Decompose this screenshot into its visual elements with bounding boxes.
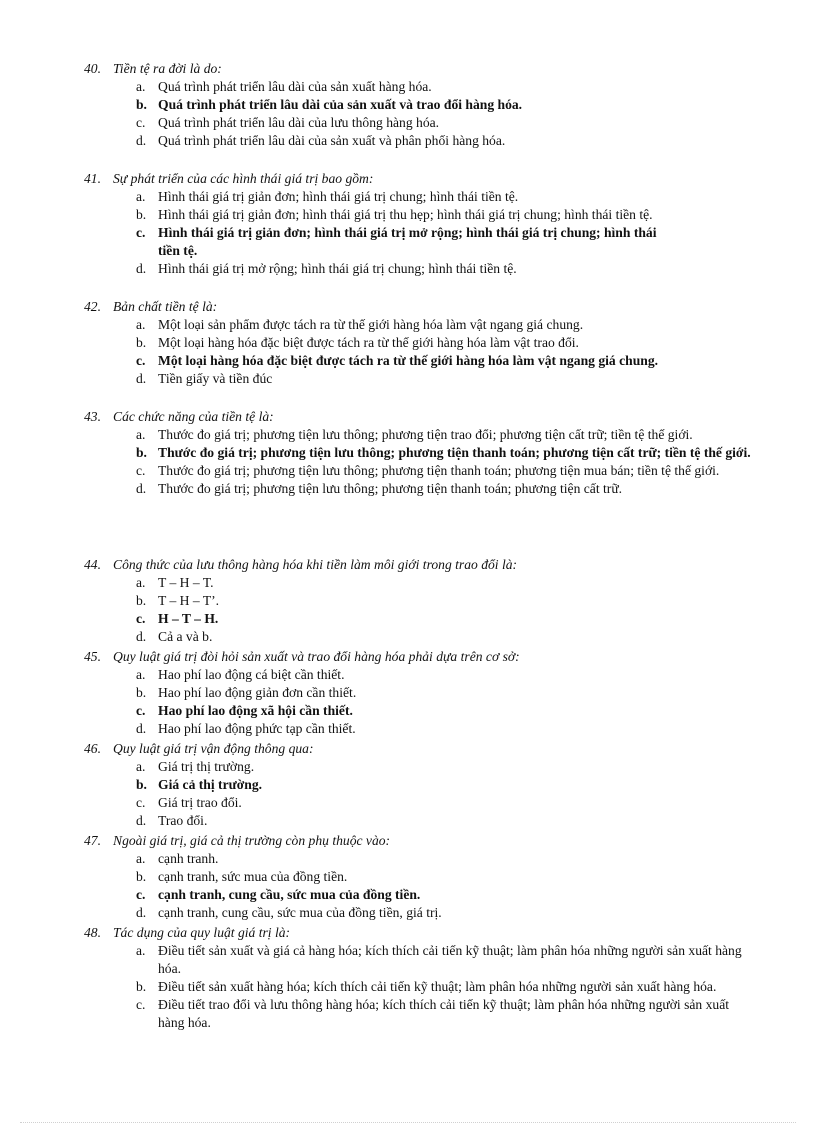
option-text: Hình thái giá trị giản đơn; hình thái giá trị mở rộng; hình thái giá trị chung; hình thái: [158, 225, 657, 240]
option-text: Hình thái giá trị giản đơn; hình thái giá trị chung; hình thái tiền tệ.: [158, 189, 519, 204]
question-heading: [84, 60, 764, 78]
option-letter: d.: [136, 133, 147, 148]
question-number: 40.: [84, 61, 101, 76]
option-d: [84, 132, 764, 150]
question-heading: [84, 648, 764, 666]
question-text: Công thức của lưu thông hàng hóa khi tiền làm môi giới trong trao đổi là:: [113, 557, 518, 572]
option-text: Điều tiết trao đổi và lưu thông hàng hóa; kích thích cải tiến kỹ thuật; làm phân hóa những người sản xuất hàng hóa.: [158, 997, 730, 1030]
question-text: Ngoài giá trị, giá cả thị trường còn phụ thuộc vào:: [113, 833, 391, 848]
option-letter: d.: [136, 721, 147, 736]
option-a: [84, 942, 764, 978]
option-d: [84, 480, 764, 498]
option-text: Một loại hàng hóa đặc biệt được tách ra từ thế giới hàng hóa làm vật ngang giá chung.: [158, 353, 659, 368]
question-number: 44.: [84, 557, 101, 572]
question-heading: [84, 924, 764, 942]
option-letter: b.: [136, 207, 147, 222]
option-text: cạnh tranh, cung cầu, sức mua của đồng tiền, giá trị.: [158, 905, 442, 920]
option-text: Hao phí lao động xã hội cần thiết.: [158, 703, 353, 718]
option-letter: d.: [136, 371, 147, 386]
option-b-correct: [84, 96, 764, 114]
option-letter: d.: [136, 905, 147, 920]
option-letter: c.: [136, 795, 146, 810]
question-number: 42.: [84, 299, 101, 314]
option-letter: b.: [136, 97, 147, 112]
option-letter: a.: [136, 189, 146, 204]
question-number: 46.: [84, 741, 101, 756]
option-text: T – H – T’.: [158, 593, 220, 608]
option-c-correct: [84, 610, 764, 628]
option-letter: b.: [136, 869, 147, 884]
option-a: [84, 316, 764, 334]
option-a: [84, 426, 764, 444]
option-text: Một loại sản phẩm được tách ra từ thế giới hàng hóa làm vật ngang giá chung.: [158, 317, 584, 332]
option-letter: c.: [136, 611, 146, 626]
option-c: [84, 462, 764, 480]
question-text: Các chức năng của tiền tệ là:: [113, 409, 274, 424]
question-number: 48.: [84, 925, 101, 940]
option-a: [84, 188, 764, 206]
option-letter: a.: [136, 759, 146, 774]
option-text: Thước đo giá trị; phương tiện lưu thông; phương tiện thanh toán; phương tiện cất trữ.: [158, 481, 623, 496]
option-letter: a.: [136, 79, 146, 94]
option-letter: d.: [136, 629, 147, 644]
question-40: [84, 60, 764, 150]
question-45: [84, 648, 764, 738]
option-d: [84, 812, 764, 830]
option-d: [84, 370, 764, 388]
option-b-correct: [84, 776, 764, 794]
option-text: Thước đo giá trị; phương tiện lưu thông; phương tiện thanh toán; phương tiện cất trữ; tiền tệ thế giới.: [158, 445, 751, 460]
question-text: Quy luật giá trị đòi hỏi sản xuất và trao đổi hàng hóa phải dựa trên cơ sở:: [113, 649, 520, 664]
question-heading: [84, 408, 764, 426]
option-b: [84, 206, 764, 224]
option-text: Giá cả thị trường.: [158, 777, 263, 792]
option-b-correct: [84, 444, 764, 462]
option-text: Hình thái giá trị giản đơn; hình thái giá trị thu hẹp; hình thái giá trị chung; hình thái tiền tệ.: [158, 207, 653, 222]
option-text: Thước đo giá trị; phương tiện lưu thông; phương tiện trao đổi; phương tiện cất trữ; tiền tệ thế giới.: [158, 427, 693, 442]
option-text: cạnh tranh, sức mua của đồng tiền.: [158, 869, 348, 884]
option-text: Quá trình phát triển lâu dài của sản xuất và phân phối hàng hóa.: [158, 133, 506, 148]
option-letter: a.: [136, 427, 146, 442]
option-text: Hình thái giá trị mở rộng; hình thái giá trị chung; hình thái tiền tệ.: [158, 261, 517, 276]
option-letter: d.: [136, 813, 147, 828]
option-letter: a.: [136, 317, 146, 332]
option-text: cạnh tranh.: [158, 851, 219, 866]
question-43: [84, 408, 764, 498]
option-c: [84, 114, 764, 132]
option-letter: c.: [136, 353, 146, 368]
option-text: Tiền giấy và tiền đúc: [158, 371, 273, 386]
option-text: Hao phí lao động giản đơn cần thiết.: [158, 685, 357, 700]
question-text: Tác dụng của quy luật giá trị là:: [113, 925, 291, 940]
option-d: [84, 628, 764, 646]
option-d: [84, 904, 764, 922]
question-text: Bản chất tiền tệ là:: [113, 299, 218, 314]
option-text: Quá trình phát triển lâu dài của sản xuất hàng hóa.: [158, 79, 432, 94]
option-letter: d.: [136, 261, 147, 276]
option-b: [84, 684, 764, 702]
question-text: Tiền tệ ra đời là do:: [113, 61, 222, 76]
option-text: Quá trình phát triển lâu dài của sản xuất và trao đổi hàng hóa.: [158, 97, 523, 112]
option-letter: b.: [136, 445, 147, 460]
option-c-correct: [84, 886, 764, 904]
option-text: Thước đo giá trị; phương tiện lưu thông; phương tiện thanh toán; phương tiện mua bán; tiền tệ thế giới.: [158, 463, 720, 478]
option-a: [84, 666, 764, 684]
option-letter: c.: [136, 115, 146, 130]
option-text: H – T – H.: [158, 611, 219, 626]
option-letter: c.: [136, 997, 146, 1012]
option-text-continued: tiền tệ.: [158, 243, 198, 258]
question-47: [84, 832, 764, 922]
option-a: [84, 574, 764, 592]
question-number: 45.: [84, 649, 101, 664]
option-text: Quá trình phát triển lâu dài của lưu thông hàng hóa.: [158, 115, 440, 130]
option-text: Hao phí lao động phức tạp cần thiết.: [158, 721, 356, 736]
option-letter: a.: [136, 851, 146, 866]
option-a: [84, 758, 764, 776]
question-heading: [84, 298, 764, 316]
option-text: Cả a và b.: [158, 629, 213, 644]
option-letter: c.: [136, 887, 146, 902]
option-c-correct: [84, 702, 764, 720]
option-letter: a.: [136, 667, 146, 682]
option-a: [84, 850, 764, 868]
question-text: Sự phát triển của các hình thái giá trị bao gồm:: [113, 171, 374, 186]
option-c-correct: [84, 224, 764, 260]
question-heading: [84, 832, 764, 850]
option-letter: c.: [136, 463, 146, 478]
option-text: Giá trị thị trường.: [158, 759, 255, 774]
option-text: Một loại hàng hóa đặc biệt được tách ra từ thế giới hàng hóa làm vật trao đổi.: [158, 335, 579, 350]
option-text: Trao đổi.: [158, 813, 208, 828]
question-48: [84, 924, 764, 1032]
question-number: 43.: [84, 409, 101, 424]
option-c: [84, 996, 764, 1032]
option-text: Hao phí lao động cá biệt cần thiết.: [158, 667, 345, 682]
option-d: [84, 260, 764, 278]
question-46: [84, 740, 764, 830]
question-heading: [84, 170, 764, 188]
option-letter: a.: [136, 943, 146, 958]
option-c: [84, 794, 764, 812]
option-letter: d.: [136, 481, 147, 496]
option-letter: a.: [136, 575, 146, 590]
option-c-correct: [84, 352, 764, 370]
question-number: 41.: [84, 171, 101, 186]
option-letter: b.: [136, 777, 147, 792]
option-letter: b.: [136, 335, 147, 350]
option-letter: c.: [136, 703, 146, 718]
question-44: [84, 556, 764, 646]
question-41: [84, 170, 764, 278]
option-b: [84, 978, 764, 996]
option-text: cạnh tranh, cung cầu, sức mua của đồng tiền.: [158, 887, 421, 902]
option-text: T – H – T.: [158, 575, 214, 590]
option-b: [84, 334, 764, 352]
option-letter: b.: [136, 593, 147, 608]
question-number: 47.: [84, 833, 101, 848]
option-text: Giá trị trao đổi.: [158, 795, 242, 810]
option-text: Điều tiết sản xuất hàng hóa; kích thích cải tiến kỹ thuật; làm phân hóa những người sản xuất hàng hóa.: [158, 979, 717, 994]
option-letter: c.: [136, 225, 146, 240]
question-heading: [84, 556, 764, 574]
option-letter: b.: [136, 685, 147, 700]
question-text: Quy luật giá trị vận động thông qua:: [113, 741, 314, 756]
option-b: [84, 592, 764, 610]
question-heading: [84, 740, 764, 758]
option-text: Điều tiết sản xuất và giá cả hàng hóa; kích thích cải tiến kỹ thuật; làm phân hóa những người sản xuất hàng hóa.: [158, 943, 742, 976]
question-42: [84, 298, 764, 388]
option-a: [84, 78, 764, 96]
option-b: [84, 868, 764, 886]
option-d: [84, 720, 764, 738]
option-letter: b.: [136, 979, 147, 994]
